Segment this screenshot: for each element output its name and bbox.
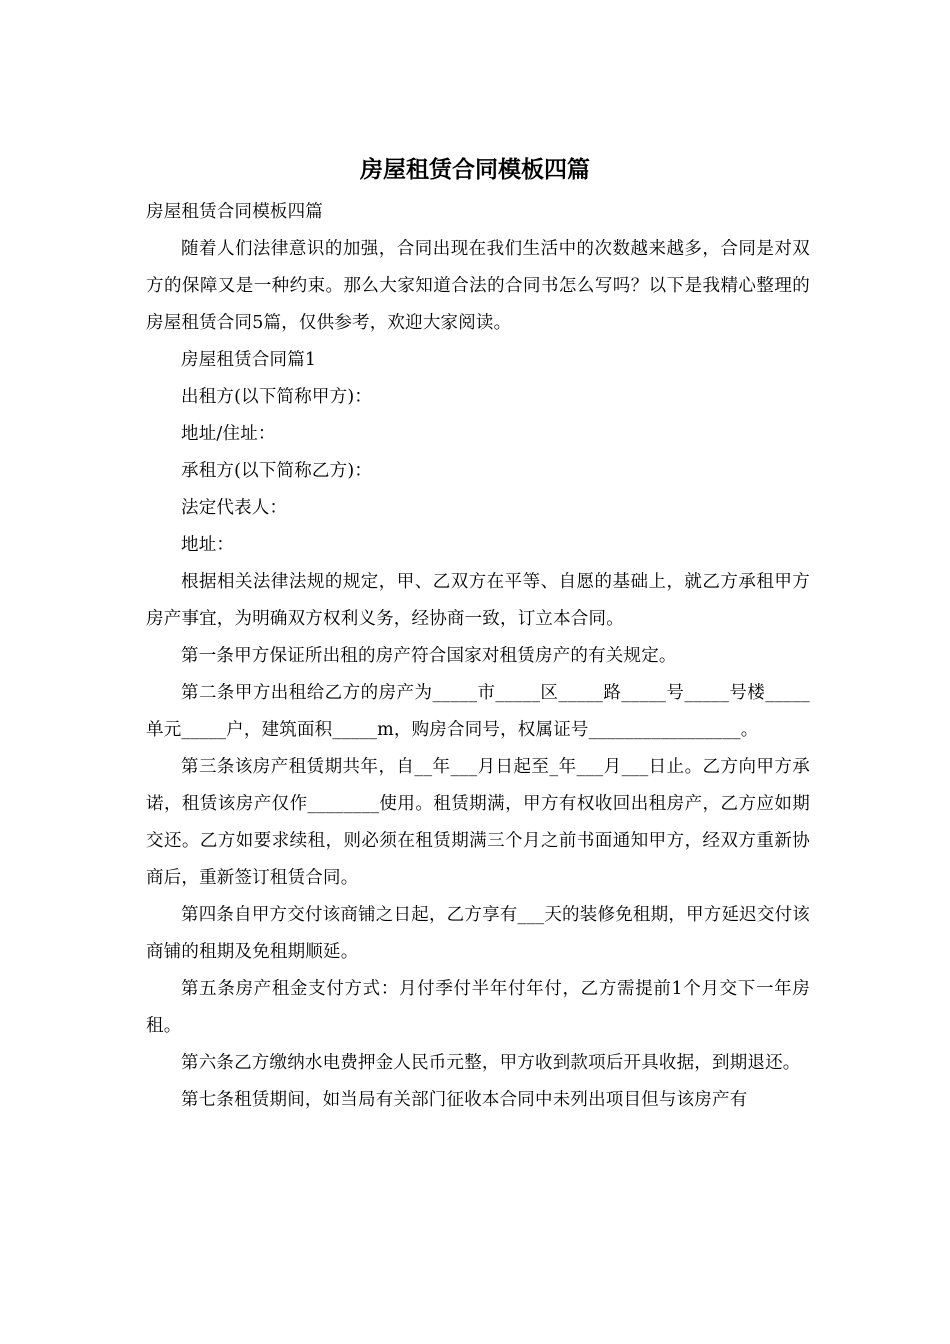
document-title: 房屋租赁合同模板四篇: [360, 156, 590, 183]
paragraph: 第五条房产租金支付方式：月付季付半年付年付，乙方需提前1个月交下一年房租。: [146, 979, 810, 1036]
paragraph: 第三条该房产租赁期共年，自__年___月日起至_年___月___日止。乙方向甲方承诺，租赁该房产仅作________使用。租赁期满，甲方有权收回出租房产，乙方应如期交还。乙方如要求续租，则必须在租赁期满三个月之前书面通知甲方，经双方重新协商后，重新签订租赁合同。: [146, 757, 810, 888]
paragraph: 第六条乙方缴纳水电费押金人民币元整，甲方收到款项后开具收据，到期退还。: [181, 1053, 801, 1073]
paragraph: 第四条自甲方交付该商铺之日起，乙方享有___天的装修免租期，甲方延迟交付该商铺的租期及免租期顺延。: [146, 905, 810, 962]
paragraph: 根据相关法律法规的规定，甲、乙双方在平等、自愿的基础上，就乙方承租甲方房产事宜，为明确双方权利义务，经协商一致，订立本合同。: [146, 572, 810, 629]
paragraph: 承租方(以下简称乙方)：: [181, 461, 373, 481]
document-body: [146, 194, 810, 1119]
paragraph: 地址/住址：: [181, 424, 276, 444]
paragraph: 随着人们法律意识的加强，合同出现在我们生活中的次数越来越多，合同是对双方的保障又是一种约束。那么大家知道合法的合同书怎么写吗？以下是我精心整理的房屋租赁合同5篇，仅供参考，欢迎大家阅读。: [146, 239, 810, 333]
paragraph: 房屋租赁合同模板四篇: [146, 202, 323, 222]
paragraph: 出租方(以下简称甲方)：: [181, 387, 373, 407]
paragraph: 法定代表人：: [181, 498, 288, 518]
paragraph: 第二条甲方出租给乙方的房产为_____市_____区_____路_____号_____号楼_____单元_____户，建筑面积_____m，购房合同号，权属证号_________________。: [146, 683, 810, 740]
paragraph: 房屋租赁合同篇1: [181, 350, 317, 370]
paragraph: 第七条租赁期间，如当局有关部门征收本合同中未列出项目但与该房产有: [181, 1090, 748, 1110]
paragraph: 地址：: [181, 535, 235, 555]
paragraph: 第一条甲方保证所出租的房产符合国家对租赁房产的有关规定。: [181, 646, 677, 666]
